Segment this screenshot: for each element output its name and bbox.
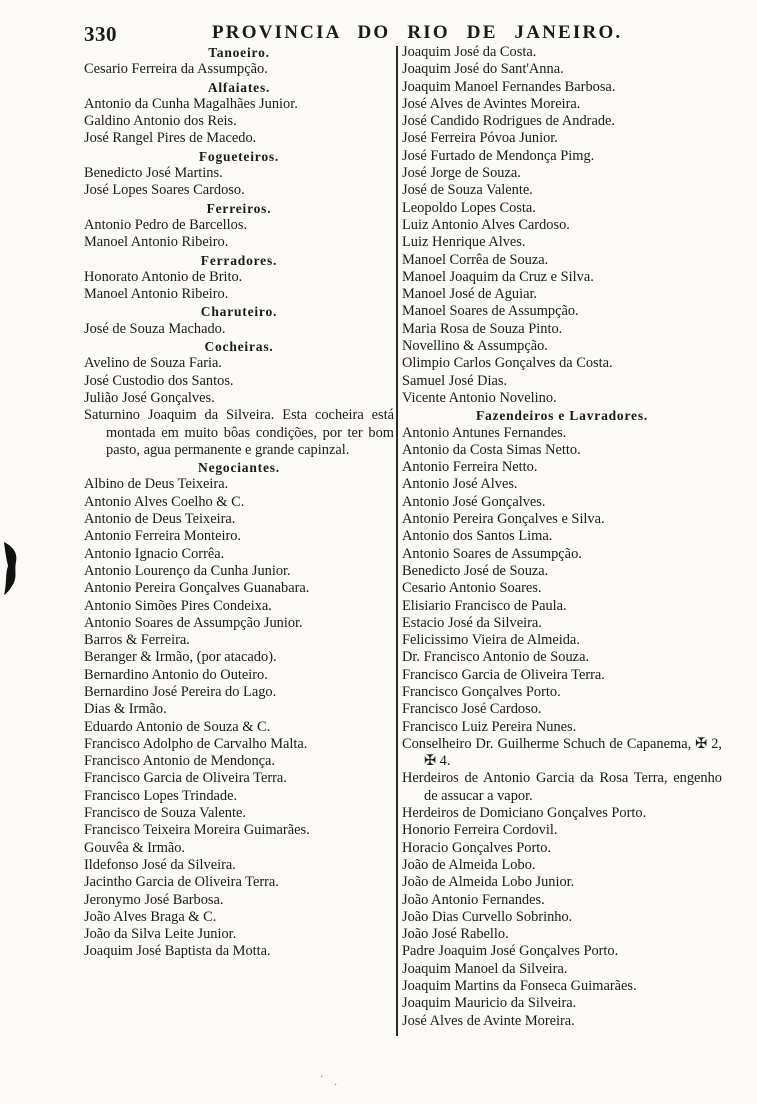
directory-entry: Francisco Garcia de Oliveira Terra.	[84, 770, 287, 787]
directory-entry: Antonio dos Santos Lima.	[402, 528, 553, 545]
directory-entry: Luiz Henrique Alves.	[402, 234, 526, 251]
directory-entry: Francisco Antonio de Mendonça.	[84, 753, 276, 770]
directory-entry: Vicente Antonio Novelino.	[402, 389, 557, 406]
directory-entry: Antonio Soares de Assumpção.	[402, 545, 582, 562]
section-heading: Charuteiro.	[200, 304, 278, 320]
directory-entry: Francisco Adolpho de Carvalho Malta.	[84, 735, 308, 752]
directory-entry: Manoel Soares de Assumpção.	[402, 303, 579, 320]
directory-entry: João de Almeida Lobo Junior.	[402, 874, 575, 891]
directory-entry: Julião José Gonçalves.	[84, 389, 215, 406]
directory-entry: Francisco Luiz Pereira Nunes.	[402, 718, 577, 735]
directory-entry: José Custodio dos Santos.	[84, 372, 234, 389]
directory-entry: Luiz Antonio Alves Cardoso.	[402, 216, 570, 233]
directory-entry: Antonio de Deus Teixeira.	[84, 511, 236, 528]
directory-entry: Horacio Gonçalves Porto.	[402, 839, 552, 856]
directory-entry: Manoel Joaquim da Cruz e Silva.	[402, 268, 594, 285]
directory-entry: Joaquim José do Sant'Anna.	[402, 61, 564, 78]
directory-entry: Joaquim Manoel da Silveira.	[402, 960, 568, 977]
directory-entry: Novellino & Assumpção.	[402, 338, 548, 355]
directory-entry: Dr. Francisco Antonio de Souza.	[402, 649, 590, 666]
directory-entry: Manoel Antonio Ribeiro.	[84, 234, 229, 251]
directory-entry: Gouvêa & Irmão.	[84, 839, 186, 856]
directory-entry: Ildefonso José da Silveira.	[84, 856, 236, 873]
directory-entry: Cesario Ferreira da Assumpção.	[84, 61, 268, 78]
directory-entry: Antonio da Cunha Magalhães Junior.	[84, 95, 298, 112]
directory-entry: Benedicto José de Souza.	[402, 562, 549, 579]
directory-entry: Joaquim Manoel Fernandes Barbosa.	[402, 78, 616, 95]
section-heading: Alfaiates.	[207, 79, 271, 95]
directory-entry: Manoel Corrêa de Souza.	[402, 251, 549, 268]
directory-entry: João José Rabello.	[402, 926, 509, 943]
directory-entry: José Candido Rodrigues de Andrade.	[402, 113, 616, 130]
right-column	[402, 44, 722, 1030]
directory-entry: Herdeiros de Antonio Garcia da Rosa Terra, engenho de assucar a vapor.	[402, 770, 722, 804]
directory-entry: José de Souza Valente.	[402, 182, 533, 199]
directory-entry: Francisco Garcia de Oliveira Terra.	[402, 666, 605, 683]
running-head: PROVINCIA DO RIO DE JANEIRO.	[212, 22, 623, 43]
directory-entry: João de Almeida Lobo.	[402, 856, 536, 873]
directory-entry: Antonio Simões Pires Condeixa.	[84, 597, 272, 614]
directory-entry: Joaquim Martins da Fonseca Guimarães.	[402, 978, 637, 995]
directory-entry: Maria Rosa de Souza Pinto.	[402, 320, 563, 337]
directory-entry: Padre Joaquim José Gonçalves Porto.	[402, 943, 619, 960]
directory-entry: Herdeiros de Domiciano Gonçalves Porto.	[402, 805, 647, 822]
directory-entry: Jeronymo José Barbosa.	[84, 891, 224, 908]
directory-entry: João Dias Curvello Sobrinho.	[402, 908, 573, 925]
directory-entry: Bernardino José Pereira do Lago.	[84, 683, 277, 700]
directory-entry: José Lopes Soares Cardoso.	[84, 182, 245, 199]
directory-entry: Jacintho Garcia de Oliveira Terra.	[84, 874, 279, 891]
directory-entry: José Jorge de Souza.	[402, 165, 521, 182]
directory-entry: Antonio Ignacio Corrêa.	[84, 545, 225, 562]
directory-entry: Felicissimo Vieira de Almeida.	[402, 632, 580, 649]
directory-entry: Antonio José Alves.	[402, 476, 518, 493]
directory-entry: José de Souza Machado.	[84, 320, 226, 337]
directory-entry: Barros & Ferreira.	[84, 632, 190, 649]
directory-entry: Joaquim Mauricio da Silveira.	[402, 995, 577, 1012]
directory-entry: Francisco de Souza Valente.	[84, 805, 246, 822]
section-heading: Cocheiras.	[204, 339, 274, 355]
directory-entry: Antonio Pedro de Barcellos.	[84, 216, 248, 233]
section-heading: Fogueteiros.	[198, 148, 280, 164]
directory-entry: Joaquim José da Costa.	[402, 44, 537, 60]
ink-blot-mark	[2, 540, 20, 596]
directory-entry: Cesario Antonio Soares.	[402, 580, 542, 597]
directory-entry: Francisco Gonçalves Porto.	[402, 683, 561, 700]
column-divider	[396, 46, 398, 1036]
page-number: 330	[84, 22, 117, 46]
directory-entry: Francisco Lopes Trindade.	[84, 787, 238, 804]
directory-entry: Francisco Teixeira Moreira Guimarães.	[84, 822, 310, 839]
directory-entry: Leopoldo Lopes Costa.	[402, 199, 536, 216]
directory-entry: José Furtado de Mendonça Pimg.	[402, 147, 595, 164]
directory-entry: Dias & Irmão.	[84, 701, 167, 718]
directory-entry: Francisco José Cardoso.	[402, 701, 542, 718]
section-heading: Fazendeiros e Lavradores.	[475, 408, 649, 424]
directory-entry: Antonio Antunes Fernandes.	[402, 424, 567, 441]
directory-entry: Albino de Deus Teixeira.	[84, 476, 229, 493]
directory-entry: João Antonio Fernandes.	[402, 891, 545, 908]
section-heading: Tanoeiro.	[208, 45, 270, 60]
directory-entry: Antonio Pereira Gonçalves Guanabara.	[84, 580, 310, 597]
directory-entry: Eduardo Antonio de Souza & C.	[84, 718, 271, 735]
directory-entry: Antonio Ferreira Monteiro.	[84, 528, 242, 545]
directory-entry: José Alves de Avintes Moreira.	[402, 95, 581, 112]
directory-entry: Manoel Antonio Ribeiro.	[84, 286, 229, 303]
directory-entry: João da Silva Leite Junior.	[84, 926, 237, 943]
directory-entry: Antonio Soares de Assumpção Junior.	[84, 614, 303, 631]
directory-entry: Manoel José de Aguiar.	[402, 286, 538, 303]
section-heading: Ferradores.	[200, 252, 278, 268]
speck-mark: ·	[334, 1080, 338, 1091]
directory-entry: João Alves Braga & C.	[84, 908, 217, 925]
directory-entry: Antonio Lourenço da Cunha Junior.	[84, 562, 291, 579]
directory-entry: Saturnino Joaquim da Silveira. Esta cocheira está montada em muito bôas condições, por ter bom pasto, agua permanente e grande capinzal.	[84, 407, 394, 458]
directory-entry: Benedicto José Martins.	[84, 165, 223, 182]
directory-entry: Beranger & Irmão, (por atacado).	[84, 649, 277, 666]
directory-entry: Olimpio Carlos Gonçalves da Costa.	[402, 355, 613, 372]
section-heading: Ferreiros.	[206, 200, 272, 216]
directory-entry: Antonio Ferreira Netto.	[402, 459, 538, 476]
directory-entry: José Alves de Avinte Moreira.	[402, 1012, 575, 1029]
directory-entry: Conselheiro Dr. Guilherme Schuch de Capanema, ✠ 2, ✠ 4.	[402, 735, 722, 770]
directory-entry: Antonio da Costa Simas Netto.	[402, 441, 581, 458]
directory-entry: Antonio Pereira Gonçalves e Silva.	[402, 511, 605, 528]
directory-entry: Galdino Antonio dos Reis.	[84, 113, 237, 130]
directory-entry: Elisiario Francisco de Paula.	[402, 597, 567, 614]
directory-entry: Antonio José Gonçalves.	[402, 493, 546, 510]
directory-entry: Estacio José da Silveira.	[402, 614, 542, 631]
directory-entry: Samuel José Dias.	[402, 372, 508, 389]
directory-entry: José Rangel Pires de Macedo.	[84, 130, 257, 147]
directory-entry: Antonio Alves Coelho & C.	[84, 493, 245, 510]
directory-entry: José Ferreira Póvoa Junior.	[402, 130, 558, 147]
directory-entry: Bernardino Antonio do Outeiro.	[84, 666, 268, 683]
section-heading: Negociantes.	[198, 460, 280, 476]
directory-entry: Honorato Antonio de Brito.	[84, 268, 243, 285]
left-column	[84, 44, 394, 961]
speck-mark: ·	[320, 1072, 324, 1083]
directory-entry: Honorio Ferreira Cordovil.	[402, 822, 558, 839]
directory-entry: Avelino de Souza Faria.	[84, 355, 223, 372]
directory-entry: Joaquim José Baptista da Motta.	[84, 943, 271, 960]
